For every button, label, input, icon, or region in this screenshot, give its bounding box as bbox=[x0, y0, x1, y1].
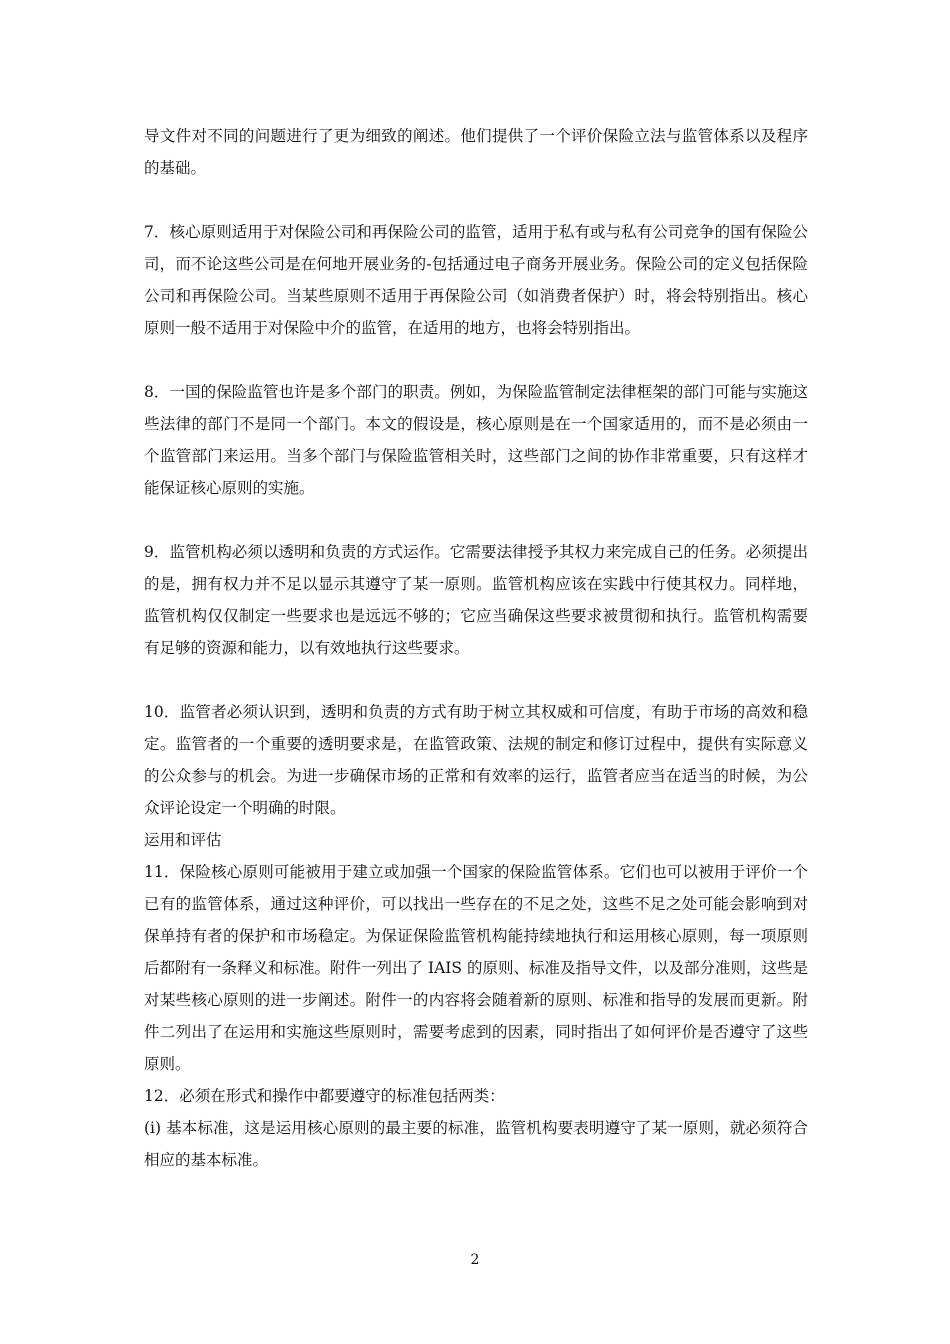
paragraph-7: 7．核心原则适用于对保险公司和再保险公司的监管，适用于私有或与私有公司竞争的国有保险公司，而不论这些公司是在何地开展业务的-包括通过电子商务开展业务。保险公司的定义包括保险公司和再保险公司。当某些原则不适用于再保险公司（如消费者保护）时，将会特别指出。核心原则一般不适用于对保险中介的监管，在适用的地方，也将会特别指出。 bbox=[144, 223, 808, 337]
paragraph-12-item-i: (i) 基本标准，这是运用核心原则的最主要的标准，监管机构要表明遵守了某一原则，就必须符合相应的基本标准。 bbox=[144, 1119, 808, 1169]
paragraph-9: 9．监管机构必须以透明和负责的方式运作。它需要法律授予其权力来完成自己的任务。必须提出的是，拥有权力并不足以显示其遵守了某一原则。监管机构应该在实践中行使其权力。同样地，监管机构仅仅制定一些要求也是远远不够的；它应当确保这些要求被贯彻和执行。监管机构需要有足够的资源和能力，以有效地执行这些要求。 bbox=[144, 543, 808, 657]
page-number: 2 bbox=[470, 1252, 480, 1268]
paragraph-8: 8．一国的保险监管也许是多个部门的职责。例如，为保险监管制定法律框架的部门可能与实施这些法律的部门不是同一个部门。本文的假设是，核心原则是在一个国家适用的，而不是必须由一个监管部门来运用。当多个部门与保险监管相关时，这些部门之间的协作非常重要，只有这样才能保证核心原则的实施。 bbox=[144, 383, 808, 497]
section-heading: 运用和评估 bbox=[144, 831, 222, 849]
paragraph-11: 11．保险核心原则可能被用于建立或加强一个国家的保险监管体系。它们也可以被用于评价一个已有的监管体系，通过这种评价，可以找出一些存在的不足之处，这些不足之处可能会影响到对保单持有者的保护和市场稳定。为保证保险监管机构能持续地执行和运用核心原则，每一项原则后都附有一条释义和标准。附件一列出了 IAIS 的原则、标准及指导文件，以及部分准则，这些是对某些核心原则的进一步阐述。附件一的内容将会随着新的原则、标准和指导的发展而更新。附件二列出了在运用和实施这些原则时，需要考虑到的因素，同时指出了如何评价是否遵守了这些原则。 bbox=[144, 863, 808, 1073]
paragraph-continuation: 导文件对不同的问题进行了更为细致的阐述。他们提供了一个评价保险立法与监管体系以及程序的基础。 bbox=[144, 127, 808, 177]
paragraph-10: 10．监管者必须认识到，透明和负责的方式有助于树立其权威和可信度，有助于市场的高效和稳定。监管者的一个重要的透明要求是，在监管政策、法规的制定和修订过程中，提供有实际意义的公众参与的机会。为进一步确保市场的正常和有效率的运行，监管者应当在适当的时候，为公众评论设定一个明确的时限。 bbox=[144, 703, 808, 817]
document-body bbox=[144, 120, 808, 1176]
paragraph-12: 12．必须在形式和操作中都要遵守的标准包括两类： bbox=[144, 1087, 505, 1105]
